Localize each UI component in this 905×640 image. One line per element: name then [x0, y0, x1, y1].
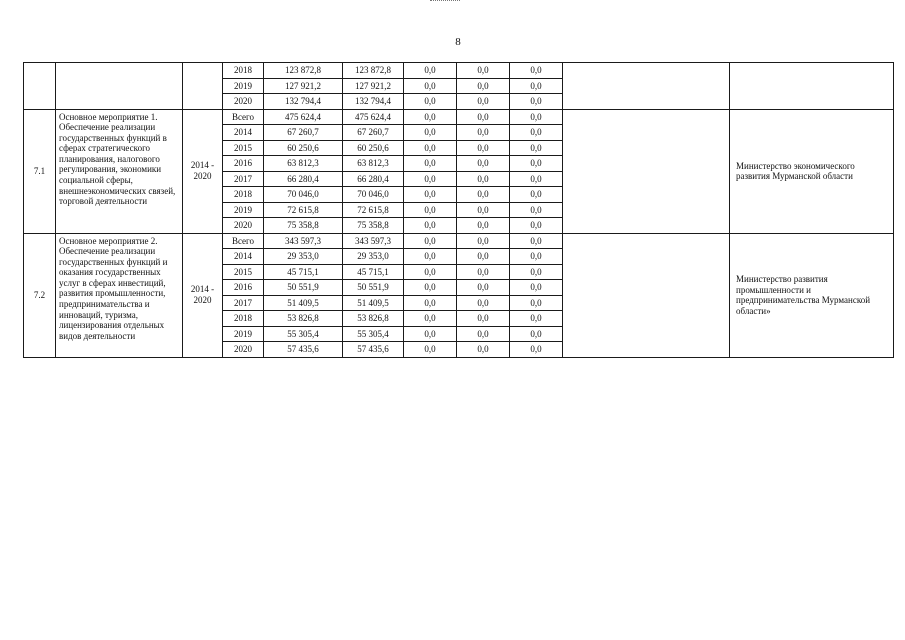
total-cell: 53 826,8 — [264, 311, 343, 327]
other-sources-cell: 0,0 — [510, 218, 563, 234]
item-name-cell — [56, 63, 183, 110]
other-sources-cell: 0,0 — [510, 264, 563, 280]
item-name-cell: Основное мероприятие 2. Обеспечение реализации государственных функций и оказания государственных услуг в сферах инвестиций, развития промышленности, предпринимательства и инноваций, туризма, лицензирования отдельных видов деятельности — [56, 233, 183, 357]
total-cell: 67 260,7 — [264, 125, 343, 141]
period-cell: 2014 - 2020 — [183, 109, 223, 233]
local-budget-cell: 0,0 — [457, 249, 510, 265]
table-body — [24, 63, 894, 358]
total-cell: 29 353,0 — [264, 249, 343, 265]
federal-budget-cell: 0,0 — [404, 140, 457, 156]
year-cell: Всего — [223, 109, 264, 125]
year-cell: 2016 — [223, 156, 264, 172]
year-cell: 2020 — [223, 218, 264, 234]
total-cell: 55 305,4 — [264, 326, 343, 342]
total-cell: 50 551,9 — [264, 280, 343, 296]
indicator-cell — [563, 109, 730, 233]
local-budget-cell: 0,0 — [457, 342, 510, 358]
year-cell: 2014 — [223, 249, 264, 265]
regional-budget-cell: 123 872,8 — [343, 63, 404, 79]
year-cell: Всего — [223, 233, 264, 249]
year-cell: 2019 — [223, 202, 264, 218]
federal-budget-cell: 0,0 — [404, 202, 457, 218]
total-cell: 51 409,5 — [264, 295, 343, 311]
other-sources-cell: 0,0 — [510, 280, 563, 296]
year-cell: 2016 — [223, 280, 264, 296]
year-cell: 2018 — [223, 311, 264, 327]
organization-cell: Министерство экономического развития Мурманской области — [730, 109, 894, 233]
item-number-cell: 7.2 — [24, 233, 56, 357]
regional-budget-cell: 51 409,5 — [343, 295, 404, 311]
total-cell: 127 921,2 — [264, 78, 343, 94]
local-budget-cell: 0,0 — [457, 233, 510, 249]
federal-budget-cell: 0,0 — [404, 218, 457, 234]
local-budget-cell: 0,0 — [457, 218, 510, 234]
other-sources-cell: 0,0 — [510, 78, 563, 94]
year-cell: 2015 — [223, 140, 264, 156]
regional-budget-cell: 60 250,6 — [343, 140, 404, 156]
federal-budget-cell: 0,0 — [404, 249, 457, 265]
federal-budget-cell: 0,0 — [404, 125, 457, 141]
total-cell: 123 872,8 — [264, 63, 343, 79]
total-cell: 70 046,0 — [264, 187, 343, 203]
federal-budget-cell: 0,0 — [404, 264, 457, 280]
federal-budget-cell: 0,0 — [404, 187, 457, 203]
regional-budget-cell: 70 046,0 — [343, 187, 404, 203]
regional-budget-cell: 75 358,8 — [343, 218, 404, 234]
organization-cell — [730, 63, 894, 110]
local-budget-cell: 0,0 — [457, 109, 510, 125]
scan-artifact — [430, 0, 460, 5]
local-budget-cell: 0,0 — [457, 171, 510, 187]
regional-budget-cell: 53 826,8 — [343, 311, 404, 327]
other-sources-cell: 0,0 — [510, 63, 563, 79]
year-cell: 2017 — [223, 171, 264, 187]
federal-budget-cell: 0,0 — [404, 233, 457, 249]
local-budget-cell: 0,0 — [457, 94, 510, 110]
total-cell: 63 812,3 — [264, 156, 343, 172]
local-budget-cell: 0,0 — [457, 295, 510, 311]
year-cell: 2015 — [223, 264, 264, 280]
federal-budget-cell: 0,0 — [404, 78, 457, 94]
year-cell: 2020 — [223, 342, 264, 358]
year-cell: 2018 — [223, 187, 264, 203]
local-budget-cell: 0,0 — [457, 202, 510, 218]
other-sources-cell: 0,0 — [510, 109, 563, 125]
local-budget-cell: 0,0 — [457, 78, 510, 94]
year-cell: 2019 — [223, 326, 264, 342]
year-cell: 2014 — [223, 125, 264, 141]
other-sources-cell: 0,0 — [510, 202, 563, 218]
other-sources-cell: 0,0 — [510, 342, 563, 358]
regional-budget-cell: 343 597,3 — [343, 233, 404, 249]
federal-budget-cell: 0,0 — [404, 171, 457, 187]
regional-budget-cell: 66 280,4 — [343, 171, 404, 187]
regional-budget-cell: 57 435,6 — [343, 342, 404, 358]
federal-budget-cell: 0,0 — [404, 94, 457, 110]
federal-budget-cell: 0,0 — [404, 326, 457, 342]
federal-budget-cell: 0,0 — [404, 311, 457, 327]
other-sources-cell: 0,0 — [510, 140, 563, 156]
local-budget-cell: 0,0 — [457, 311, 510, 327]
local-budget-cell: 0,0 — [457, 187, 510, 203]
regional-budget-cell: 55 305,4 — [343, 326, 404, 342]
regional-budget-cell: 63 812,3 — [343, 156, 404, 172]
page-number: 8 — [455, 36, 461, 48]
indicator-cell — [563, 233, 730, 357]
federal-budget-cell: 0,0 — [404, 342, 457, 358]
regional-budget-cell: 67 260,7 — [343, 125, 404, 141]
table-row — [24, 63, 894, 79]
item-name-cell: Основное мероприятие 1. Обеспечение реализации государственных функций в сферах стратегического планирования, налогового регулирования, экономики социальной сферы, внешнеэкономических связей, торговой деятельности — [56, 109, 183, 233]
local-budget-cell: 0,0 — [457, 156, 510, 172]
table-row — [24, 109, 894, 125]
federal-budget-cell: 0,0 — [404, 156, 457, 172]
other-sources-cell: 0,0 — [510, 233, 563, 249]
table-row — [24, 233, 894, 249]
period-cell: 2014 - 2020 — [183, 233, 223, 357]
regional-budget-cell: 72 615,8 — [343, 202, 404, 218]
federal-budget-cell: 0,0 — [404, 109, 457, 125]
other-sources-cell: 0,0 — [510, 326, 563, 342]
other-sources-cell: 0,0 — [510, 311, 563, 327]
other-sources-cell: 0,0 — [510, 156, 563, 172]
organization-cell: Министерство развития промышленности и предпринимательства Мурманской области» — [730, 233, 894, 357]
indicator-cell — [563, 63, 730, 110]
other-sources-cell: 0,0 — [510, 295, 563, 311]
local-budget-cell: 0,0 — [457, 140, 510, 156]
regional-budget-cell: 132 794,4 — [343, 94, 404, 110]
period-cell — [183, 63, 223, 110]
local-budget-cell: 0,0 — [457, 280, 510, 296]
regional-budget-cell: 45 715,1 — [343, 264, 404, 280]
regional-budget-cell: 475 624,4 — [343, 109, 404, 125]
year-cell: 2018 — [223, 63, 264, 79]
regional-budget-cell: 50 551,9 — [343, 280, 404, 296]
total-cell: 45 715,1 — [264, 264, 343, 280]
item-number-cell — [24, 63, 56, 110]
local-budget-cell: 0,0 — [457, 264, 510, 280]
total-cell: 57 435,6 — [264, 342, 343, 358]
other-sources-cell: 0,0 — [510, 125, 563, 141]
federal-budget-cell: 0,0 — [404, 280, 457, 296]
budget-table — [23, 62, 894, 358]
regional-budget-cell: 29 353,0 — [343, 249, 404, 265]
total-cell: 132 794,4 — [264, 94, 343, 110]
total-cell: 343 597,3 — [264, 233, 343, 249]
item-number-cell: 7.1 — [24, 109, 56, 233]
year-cell: 2017 — [223, 295, 264, 311]
total-cell: 72 615,8 — [264, 202, 343, 218]
year-cell: 2019 — [223, 78, 264, 94]
other-sources-cell: 0,0 — [510, 249, 563, 265]
other-sources-cell: 0,0 — [510, 171, 563, 187]
total-cell: 75 358,8 — [264, 218, 343, 234]
other-sources-cell: 0,0 — [510, 187, 563, 203]
federal-budget-cell: 0,0 — [404, 63, 457, 79]
total-cell: 475 624,4 — [264, 109, 343, 125]
federal-budget-cell: 0,0 — [404, 295, 457, 311]
total-cell: 66 280,4 — [264, 171, 343, 187]
year-cell: 2020 — [223, 94, 264, 110]
other-sources-cell: 0,0 — [510, 94, 563, 110]
local-budget-cell: 0,0 — [457, 63, 510, 79]
total-cell: 60 250,6 — [264, 140, 343, 156]
regional-budget-cell: 127 921,2 — [343, 78, 404, 94]
local-budget-cell: 0,0 — [457, 326, 510, 342]
local-budget-cell: 0,0 — [457, 125, 510, 141]
